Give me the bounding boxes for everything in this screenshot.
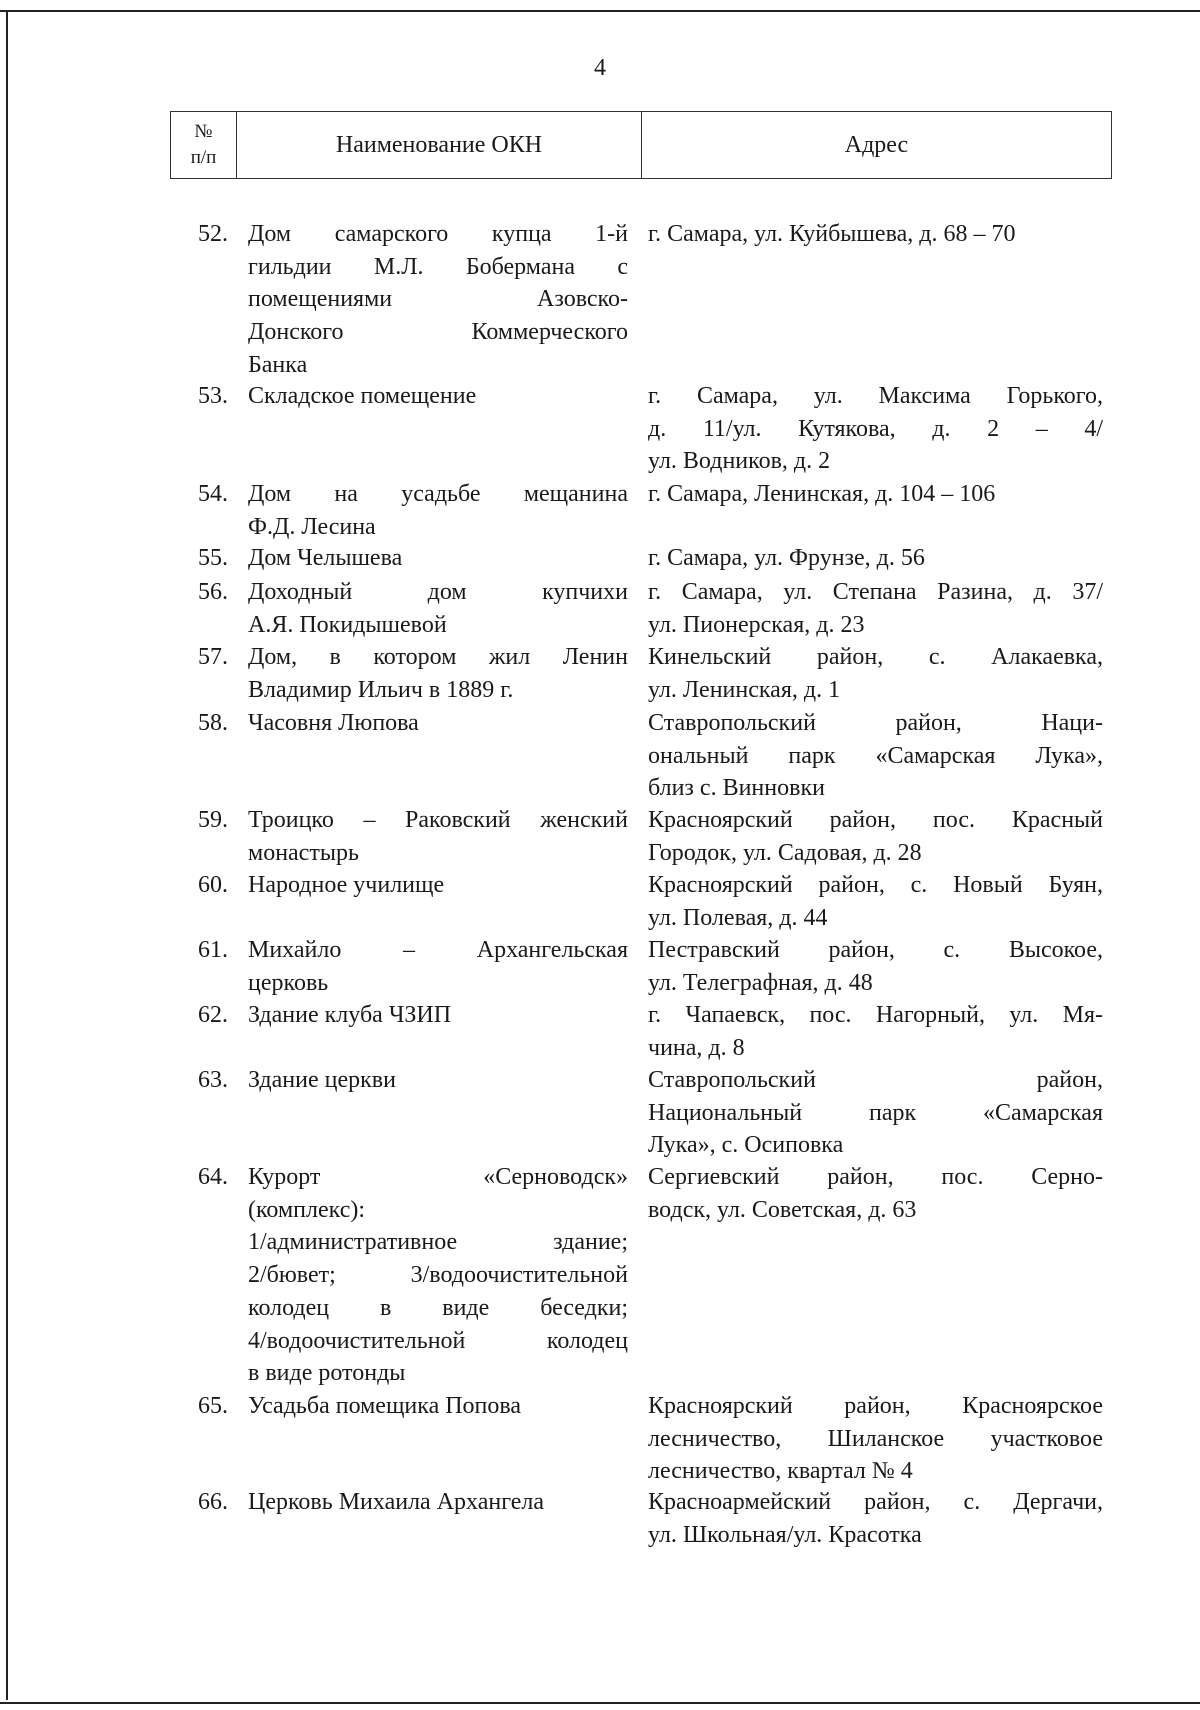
row-address [648,380,1103,478]
row-address [648,542,1103,575]
address-line: Кинельский район, с. Алакаевка, [648,644,1103,670]
address-line: Городок, ул. Садовая, д. 28 [648,839,922,866]
row-number: 65. [198,1393,228,1419]
address-line: ональный парк «Самарская Лука», [648,742,1103,769]
row-name [248,707,628,740]
header-name-cell: Наименование ОКН [237,112,642,178]
name-line: церковь [248,969,329,996]
name-line: Народное училище [248,872,445,898]
name-line: Усадьба помещика Попова [248,1393,522,1419]
name-line: гильдии М.Л. Бобермана с [248,253,628,280]
address-line: Пестравский район, с. Высокое, [648,937,1103,963]
address-line: водск, ул. Советская, д. 63 [648,1196,917,1223]
address-line: ул. Ленинская, д. 1 [648,676,841,703]
header-number-cell [171,112,237,178]
address-line: Красноармейский район, с. Дергачи, [648,1489,1103,1515]
address-line: Сергиевский район, пос. Серно- [648,1164,1103,1190]
name-line: Церковь Михаила Архангела [248,1489,545,1515]
row-number: 66. [198,1489,228,1515]
row-number: 52. [198,221,228,247]
name-line: Банка [248,351,308,378]
row-name [248,1390,628,1423]
name-line: А.Я. Покидышевой [248,611,447,638]
address-line: Красноярский район, Красноярское [648,1393,1103,1419]
address-line: лесничество, Шиланское участковое [648,1425,1103,1452]
row-name [248,869,628,902]
address-line: Красноярский район, пос. Красный [648,807,1103,833]
row-address [648,641,1103,706]
row-address [648,804,1103,869]
row-address [648,478,1103,511]
row-number: 54. [198,481,228,507]
header-number-abbrev: п/п [190,147,217,168]
row-address [648,1064,1103,1162]
row-name [248,478,628,543]
header-address-cell: Адрес [844,131,909,158]
name-line: Здание церкви [248,1067,396,1093]
row-name [248,1064,628,1097]
name-line: 4/водоочистительной колодец [248,1327,628,1354]
row-address [648,999,1103,1064]
row-address [648,1161,1103,1226]
name-line: Дом на усадьбе мещанина [248,481,628,507]
row-name [248,934,628,999]
name-line: Михайло – Архангельская [248,937,628,963]
address-line: ул. Полевая, д. 44 [648,904,828,931]
row-name [248,576,628,641]
row-address [648,1486,1103,1551]
row-address [648,1390,1103,1488]
address-line: г. Самара, ул. Максима Горького, [648,383,1103,409]
name-line: Дом самарского купца 1-й [248,221,628,247]
name-line: Курорт «Серноводск» [248,1164,628,1190]
name-line: 1/административное здание; [248,1229,628,1256]
address-line: ул. Школьная/ул. Красотка [648,1521,922,1548]
name-line: Владимир Ильич в 1889 г. [248,676,514,703]
page-number: 4 [594,55,606,81]
row-name [248,999,628,1032]
address-line: г. Самара, ул. Степана Разина, д. 37/ [648,579,1103,605]
table-header [170,111,1112,179]
row-number: 61. [198,937,228,963]
address-line: г. Самара, Ленинская, д. 104 – 106 [648,481,996,507]
row-number: 58. [198,710,228,736]
row-name [248,218,628,382]
row-name [248,542,628,575]
name-line: Дом Челышева [248,545,403,571]
name-line: Донского Коммерческого [248,319,628,346]
row-number: 60. [198,872,228,898]
scan-border-left [6,10,8,1700]
row-name [248,804,628,869]
name-line: монастырь [248,839,359,866]
address-line: Национальный парк «Самарская [648,1099,1103,1126]
name-line: помещениями Азовско- [248,286,628,313]
address-line: ул. Телеграфная, д. 48 [648,969,873,996]
address-line: г. Самара, ул. Фрунзе, д. 56 [648,545,925,571]
address-line: Ставропольский район, Наци- [648,710,1103,736]
address-line: чина, д. 8 [648,1034,745,1061]
address-line: Лука», с. Осиповка [648,1132,844,1159]
address-line: д. 11/ул. Кутякова, д. 2 – 4/ [648,415,1103,442]
name-line: Здание клуба ЧЗИП [248,1002,452,1028]
address-line: г. Чапаевск, пос. Нагорный, ул. Мя- [648,1002,1103,1028]
row-number: 55. [198,545,228,571]
row-name [248,641,628,706]
row-number: 64. [198,1164,228,1190]
address-line: г. Самара, ул. Куйбышева, д. 68 – 70 [648,221,1016,247]
address-line: ул. Водников, д. 2 [648,448,831,475]
name-line: Складское помещение [248,383,477,409]
row-address [648,869,1103,934]
row-name [248,1161,628,1390]
row-address [648,218,1103,251]
row-number: 63. [198,1067,228,1093]
address-line: лесничество, квартал № 4 [648,1458,913,1485]
name-line: Ф.Д. Лесина [248,513,376,540]
row-name [248,380,628,413]
address-line: ул. Пионерская, д. 23 [648,611,865,638]
scan-border-top [0,10,1200,12]
name-line: колодец в виде беседки; [248,1294,628,1321]
row-number: 62. [198,1002,228,1028]
name-line: Дом, в котором жил Ленин [248,644,628,670]
row-number: 53. [198,383,228,409]
name-line: (комплекс): [248,1196,366,1223]
row-address [648,576,1103,641]
row-name [248,1486,628,1519]
row-number: 56. [198,579,228,605]
name-line: Часовня Люпова [248,710,419,736]
address-line: близ с. Винновки [648,775,825,802]
row-address [648,707,1103,805]
name-line: Доходный дом купчихи [248,579,628,605]
address-line: Ставропольский район, [648,1067,1103,1093]
address-line: Красноярский район, с. Новый Буян, [648,872,1103,898]
name-line: Троицко – Раковский женский [248,807,628,833]
row-number: 59. [198,807,228,833]
row-address [648,934,1103,999]
name-line: 2/бювет; 3/водоочистительной [248,1262,628,1289]
header-number-symbol: № [194,121,213,142]
row-number: 57. [198,644,228,670]
name-line: в виде ротонды [248,1360,406,1387]
scan-border-bottom [0,1702,1200,1704]
